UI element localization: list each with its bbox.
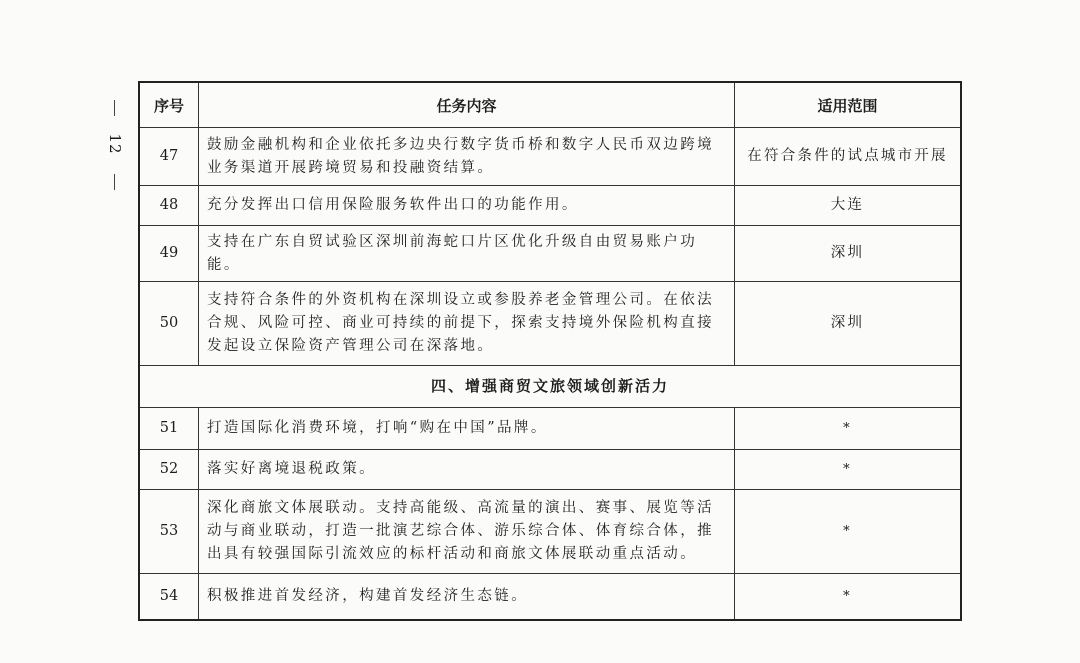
page-number-dash-bottom [114,174,115,190]
row-task: 打造国际化消费环境，打响“购在中国”品牌。 [199,408,735,450]
row-no: 51 [139,408,199,450]
row-scope: 在符合条件的试点城市开展 [735,128,962,186]
page-number-marker [102,100,128,190]
row-scope: * [735,450,962,490]
page-number-dash-top [114,100,115,116]
row-task: 支持在广东自贸试验区深圳前海蛇口片区优化升级自由贸易账户功能。 [199,226,735,282]
header-scope: 适用范围 [735,82,962,128]
table-row [139,226,961,282]
row-task: 鼓励金融机构和企业依托多边央行数字货币桥和数字人民币双边跨境业务渠道开展跨境贸易和投融资结算。 [199,128,735,186]
row-scope: 深圳 [735,282,962,366]
row-no: 49 [139,226,199,282]
row-scope: 深圳 [735,226,962,282]
row-no: 53 [139,490,199,574]
row-task: 深化商旅文体展联动。支持高能级、高流量的演出、赛事、展览等活动与商业联动，打造一批演艺综合体、游乐综合体、体育综合体，推出具有较强国际引流效应的标杆活动和商旅文体展联动重点活动。 [199,490,735,574]
row-scope: 大连 [735,186,962,226]
row-no: 48 [139,186,199,226]
header-no: 序号 [139,82,199,128]
table-row [139,574,961,620]
row-task: 充分发挥出口信用保险服务软件出口的功能作用。 [199,186,735,226]
table-row [139,450,961,490]
section-title: 四、增强商贸文旅领域创新活力 [139,366,961,408]
row-scope: * [735,574,962,620]
row-task: 支持符合条件的外资机构在深圳设立或参股养老金管理公司。在依法合规、风险可控、商业可持续的前提下，探索支持境外保险机构直接发起设立保险资产管理公司在深落地。 [199,282,735,366]
task-table [138,81,962,621]
section-row [139,366,961,408]
table-row [139,128,961,186]
table-header-row [139,82,961,128]
row-no: 47 [139,128,199,186]
row-no: 50 [139,282,199,366]
row-task: 落实好离境退税政策。 [199,450,735,490]
row-task: 积极推进首发经济，构建首发经济生态链。 [199,574,735,620]
table-row [139,408,961,450]
row-scope: * [735,408,962,450]
table-row [139,490,961,574]
header-task: 任务内容 [199,82,735,128]
table-row [139,186,961,226]
table-row [139,282,961,366]
row-scope: * [735,490,962,574]
row-no: 54 [139,574,199,620]
page-number: 12 [106,133,124,155]
row-no: 52 [139,450,199,490]
